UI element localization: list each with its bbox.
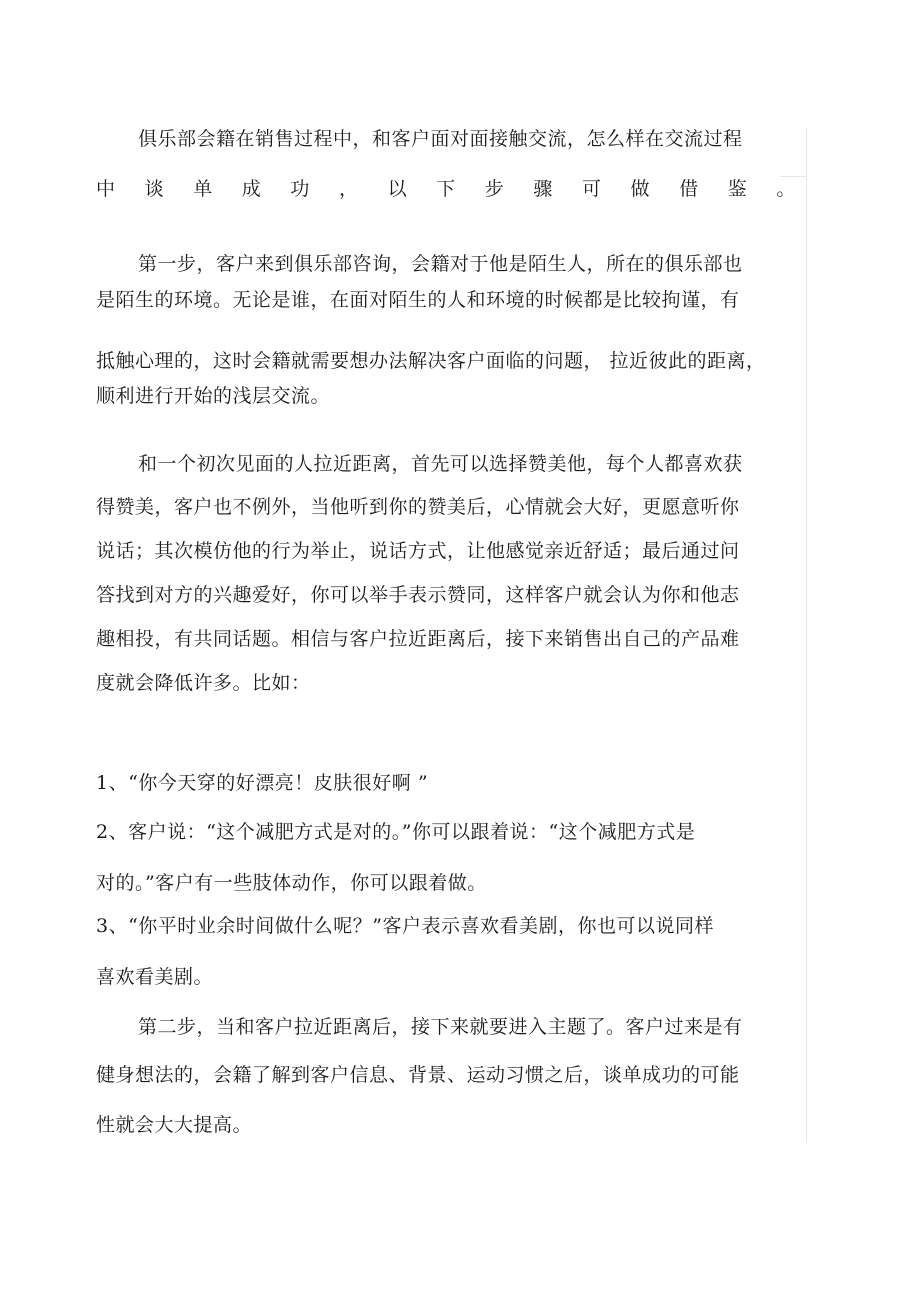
glyph: 可	[581, 178, 602, 200]
glyph: 功	[290, 178, 310, 200]
glyph: 。	[776, 178, 796, 200]
text-line: 趣相投，有共同话题。相信与客户拉近距离后，接下来销售出自己的产品难	[96, 628, 740, 650]
text-line: 性就会大大提高。	[96, 1114, 253, 1136]
text-line: 健身想法的，会籍了解到客户信息、背景、运动习惯之后，谈单成功的可能	[96, 1064, 740, 1086]
glyph: 单	[193, 178, 213, 200]
glyph: 骤	[533, 178, 553, 200]
text-line: 顺利进行开始的浅层交流。	[96, 385, 331, 407]
text-line: 得赞美，客户也不例外，当他听到你的赞美后，心情就会大好，更愿意听你	[96, 496, 740, 518]
text-line: 是陌生的环境。无论是谁，在面对陌生的人和环境的时候都是比较拘谨，有	[96, 289, 740, 311]
text-line: 喜欢看美剧。	[96, 966, 214, 988]
glyph: ，	[338, 178, 359, 200]
glyph: 下	[436, 178, 456, 200]
text-line: 答找到对方的兴趣爱好，你可以举手表示赞同，这样客户就会认为你和他志	[96, 584, 740, 606]
margin-rule	[806, 128, 807, 1143]
text-line: 对的。”客户有一些肢体动作，你可以跟着做。	[96, 872, 487, 894]
glyph: 以	[387, 178, 408, 200]
text-line: 抵触心理的，这时会籍就需要想办法解决客户面临的问题， 拉近彼此的距离，	[96, 350, 766, 372]
list-item: 2、客户说：“这个减肥方式是对的。”你可以跟着说：“这个减肥方式是	[96, 821, 696, 843]
glyph: 中	[96, 178, 116, 200]
glyph: 成	[241, 178, 262, 200]
glyph: 步	[484, 178, 505, 200]
list-item: 3、“你平时业余时间做什么呢？”客户表示喜欢看美剧，你也可以说同样	[96, 915, 715, 937]
text-line-justified	[96, 177, 796, 201]
text-line: 和一个初次见面的人拉近距离，首先可以选择赞美他，每个人都喜欢获	[138, 453, 743, 475]
list-item: 1、“你今天穿的好漂亮！皮肤很好啊 ”	[96, 772, 429, 794]
text-line: 第二步，当和客户拉近距离后，接下来就要进入主题了。客户过来是有	[138, 1016, 743, 1038]
text-line: 俱乐部会籍在销售过程中，和客户面对面接触交流，怎么样在交流过程	[138, 128, 743, 150]
glyph: 借	[679, 178, 699, 200]
glyph: 鉴	[727, 178, 748, 200]
glyph: 谈	[144, 178, 165, 200]
glyph: 做	[630, 178, 651, 200]
text-line: 度就会降低许多。比如：	[96, 672, 311, 694]
text-line: 第一步，客户来到俱乐部咨询，会籍对于他是陌生人，所在的俱乐部也	[138, 253, 743, 275]
text-line: 说话；其次模仿他的行为举止，说话方式，让他感觉亲近舒适；最后通过问	[96, 540, 740, 562]
